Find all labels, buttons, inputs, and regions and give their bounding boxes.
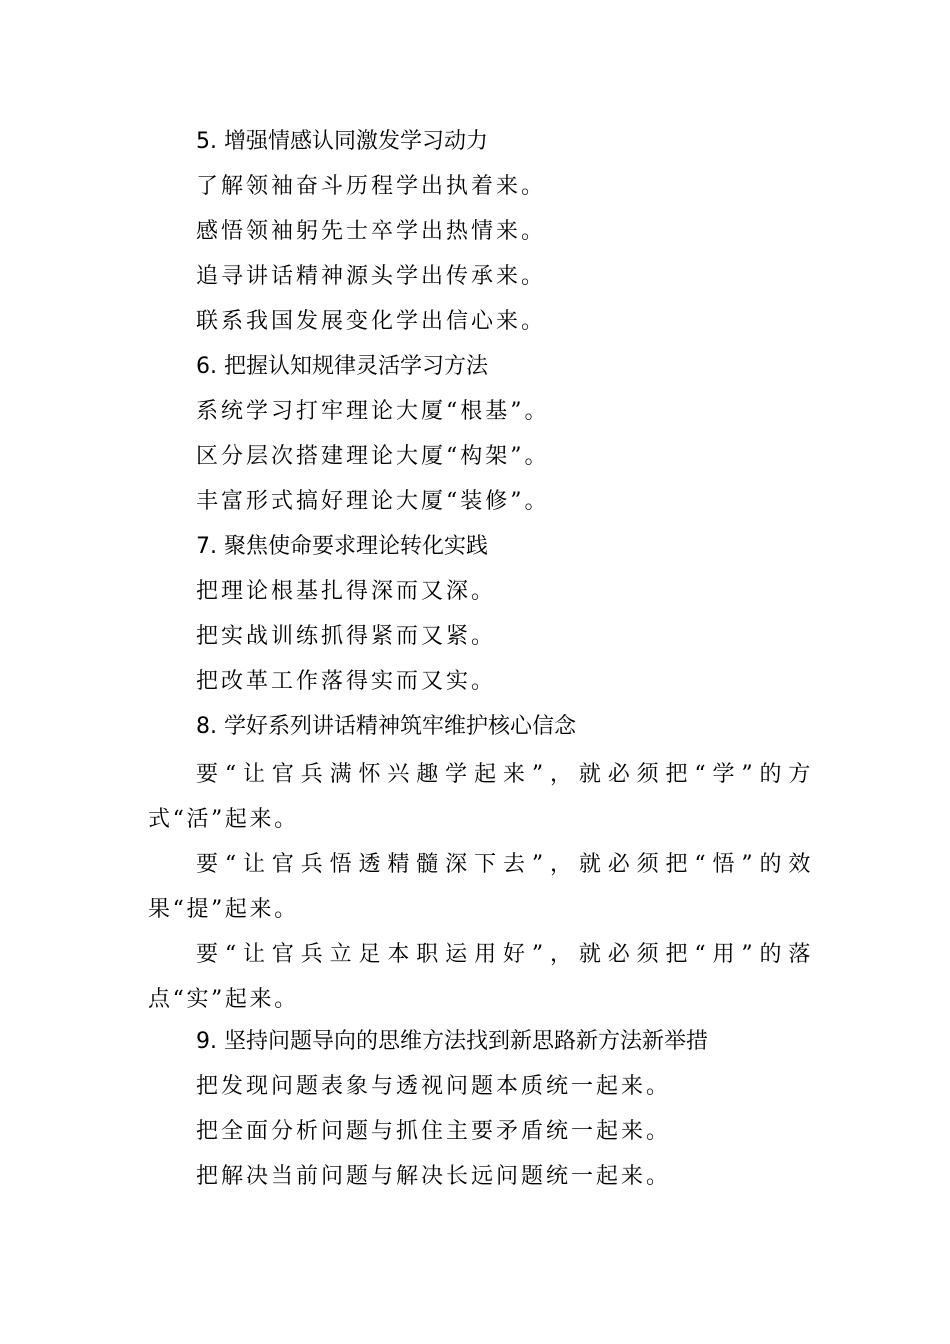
list-item: 系统学习打牢理论大厦“根基”。 (196, 399, 550, 424)
section-heading: 5. 增强情感认同激发学习动力 (196, 129, 488, 154)
list-item: 丰富形式搞好理论大厦“装修”。 (196, 489, 550, 514)
list-item: 了解领袖奋斗历程学出执着来。 (196, 174, 547, 199)
list-item: 区分层次搭建理论大厦“构架”。 (196, 444, 550, 469)
list-item: 把理论根基扎得深而又深。 (196, 579, 497, 604)
list-item: 感悟领袖躬先士卒学出热情来。 (196, 219, 547, 244)
list-item: 把全面分析问题与抓住主要矛盾统一起来。 (196, 1119, 672, 1144)
section-heading: 6. 把握认知规律灵活学习方法 (196, 354, 488, 379)
list-item: 联系我国发展变化学出信心来。 (196, 309, 547, 334)
document-body (148, 122, 813, 1202)
paragraph: 要“让官兵立足本职运用好”，就必须把“用”的落点“实”起来。 (148, 942, 813, 1012)
list-item: 把发现问题表象与透视问题本质统一起来。 (196, 1074, 672, 1099)
paragraph: 要“让官兵悟透精髓深下去”，就必须把“悟”的效果“提”起来。 (148, 852, 813, 922)
list-item: 把解决当前问题与解决长远问题统一起来。 (196, 1164, 672, 1189)
list-item: 把实战训练抓得紧而又紧。 (196, 624, 497, 649)
section-heading: 8. 学好系列讲话精神筑牢维护核心信念 (196, 714, 576, 739)
paragraph: 要“让官兵满怀兴趣学起来”，就必须把“学”的方式“活”起来。 (148, 762, 813, 832)
section-heading: 7. 聚焦使命要求理论转化实践 (196, 534, 488, 559)
list-item: 把改革工作落得实而又实。 (196, 669, 497, 694)
section-heading: 9. 坚持问题导向的思维方法找到新思路新方法新举措 (196, 1029, 708, 1054)
list-item: 追寻讲话精神源头学出传承来。 (196, 264, 547, 289)
